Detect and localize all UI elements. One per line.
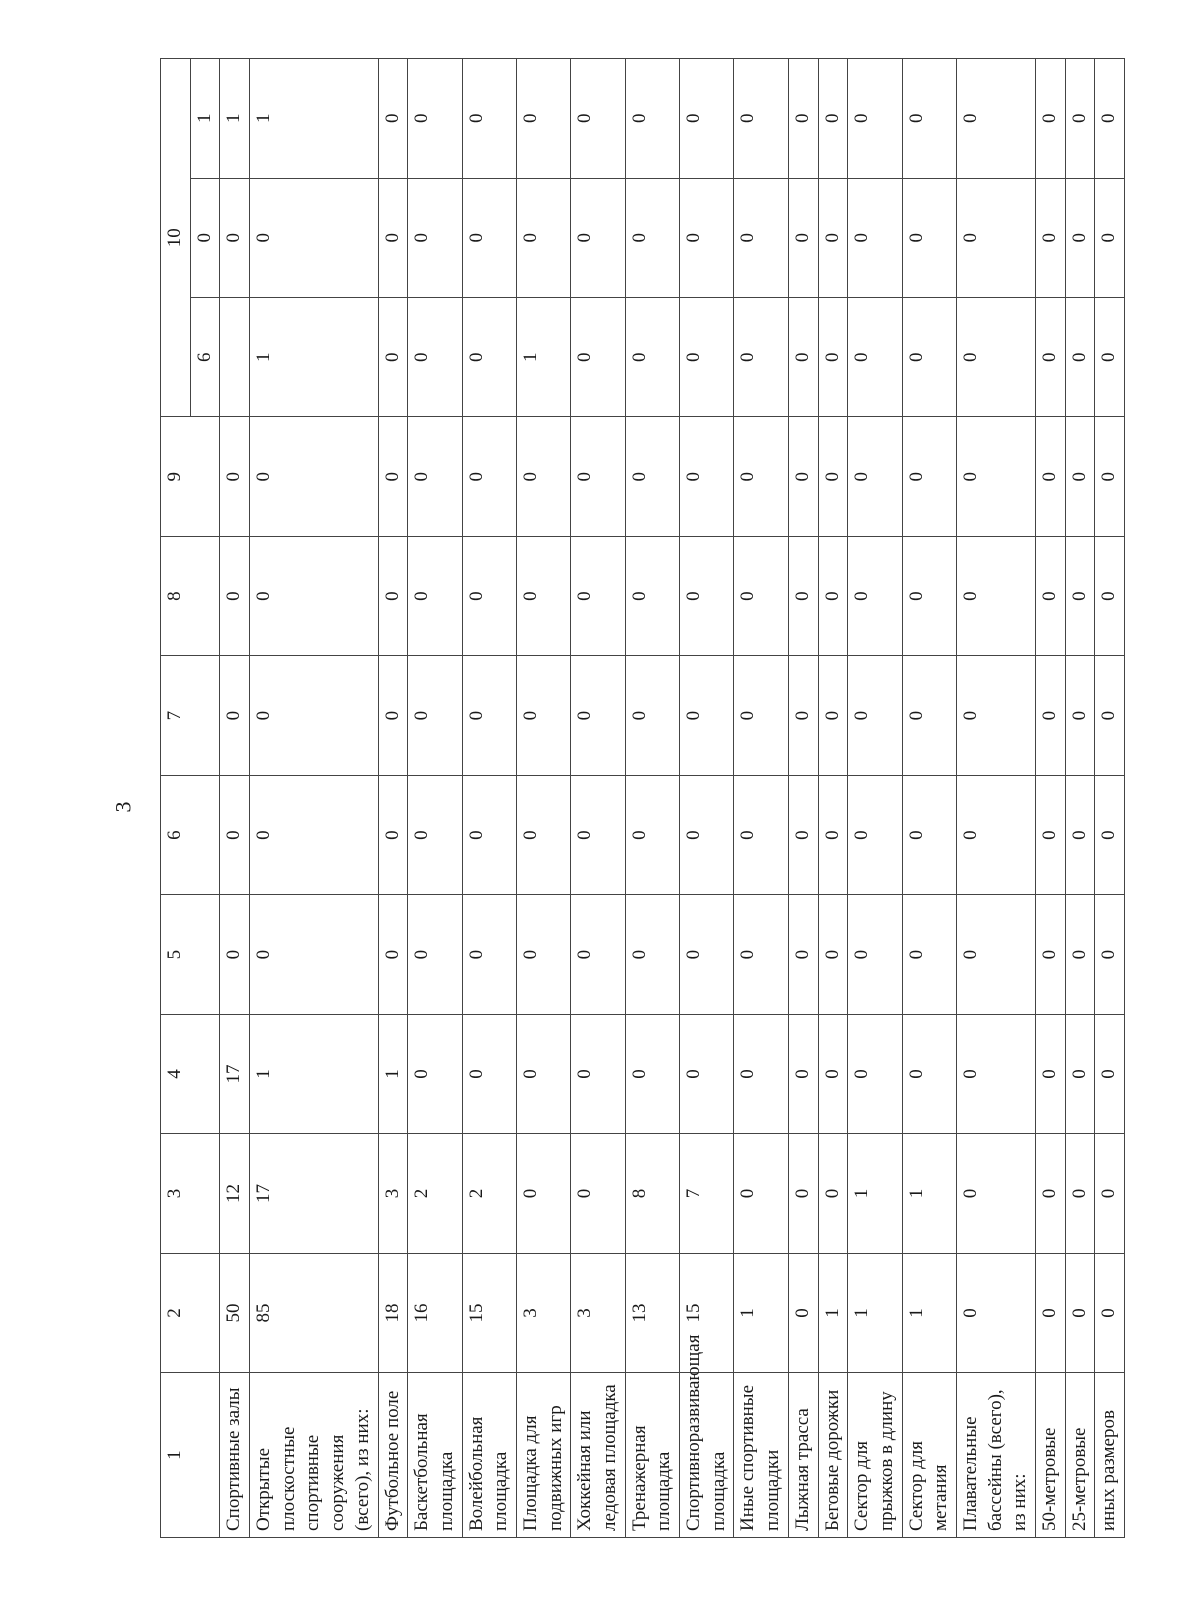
cell-value: 0 bbox=[1065, 1014, 1095, 1133]
cell-value: 0 bbox=[220, 775, 250, 894]
cell-value: 0 bbox=[625, 1014, 679, 1133]
cell-value: 0 bbox=[220, 656, 250, 775]
cell-value: 0 bbox=[818, 775, 848, 894]
cell-value: 0 bbox=[788, 417, 818, 536]
cell-value: 0 bbox=[378, 895, 408, 1014]
cell-value: 0 bbox=[250, 417, 378, 536]
row-label: Открытые плоскостные спортивные сооружения (всего), из них: bbox=[250, 1373, 378, 1538]
cell-value: 0 bbox=[1036, 59, 1066, 179]
cell-value: 0 bbox=[408, 59, 462, 179]
cell-value: 0 bbox=[788, 59, 818, 179]
row-label: Спортивные залы bbox=[220, 1373, 250, 1538]
header-col-2: 2 bbox=[161, 1253, 220, 1372]
cell-value: 0 bbox=[571, 1014, 625, 1133]
cell-value: 0 bbox=[1095, 895, 1125, 1014]
cell-value: 0 bbox=[516, 59, 570, 179]
cell-value: 0 bbox=[788, 1014, 818, 1133]
cell-value: 0 bbox=[818, 1134, 848, 1253]
cell-value: 0 bbox=[848, 298, 902, 417]
cell-value: 0 bbox=[625, 775, 679, 894]
cell-value: 0 bbox=[408, 895, 462, 1014]
table-row bbox=[625, 59, 679, 1538]
cell-value: 0 bbox=[378, 178, 408, 297]
header-col-5: 5 bbox=[161, 895, 220, 1014]
cell-value: 0 bbox=[625, 656, 679, 775]
cell-value: 0 bbox=[680, 59, 734, 179]
cell-value: 8 bbox=[625, 1134, 679, 1253]
cell-value: 0 bbox=[1036, 536, 1066, 655]
cell-value: 0 bbox=[250, 895, 378, 1014]
cell-value: 0 bbox=[1095, 656, 1125, 775]
cell-value: 0 bbox=[516, 656, 570, 775]
cell-value: 0 bbox=[462, 298, 516, 417]
cell-value: 0 bbox=[734, 1134, 788, 1253]
cell-value: 0 bbox=[902, 298, 956, 417]
cell-value: 0 bbox=[734, 59, 788, 179]
row-label: 50-метровые bbox=[1036, 1373, 1066, 1538]
cell-value: 0 bbox=[571, 417, 625, 536]
cell-value: 0 bbox=[734, 178, 788, 297]
cell-value: 0 bbox=[902, 417, 956, 536]
cell-value: 0 bbox=[818, 417, 848, 536]
cell-value: 0 bbox=[956, 178, 1035, 297]
cell-value: 0 bbox=[1036, 1134, 1066, 1253]
cell-value: 0 bbox=[734, 656, 788, 775]
cell-value: 1 bbox=[220, 59, 250, 179]
cell-value: 0 bbox=[734, 536, 788, 655]
row-label: Лыжная трасса bbox=[788, 1373, 818, 1538]
table-row bbox=[734, 59, 788, 1538]
header-row bbox=[161, 59, 191, 1538]
cell-value: 0 bbox=[462, 59, 516, 179]
cell-value: 0 bbox=[220, 895, 250, 1014]
cell-value: 0 bbox=[788, 895, 818, 1014]
table-row bbox=[902, 59, 956, 1538]
cell-value: 1 bbox=[250, 59, 378, 179]
cell-value: 0 bbox=[516, 1014, 570, 1133]
cell-value: 0 bbox=[625, 59, 679, 179]
cell-value: 0 bbox=[818, 59, 848, 179]
cell-value: 17 bbox=[250, 1134, 378, 1253]
cell-value: 0 bbox=[1036, 775, 1066, 894]
cell-value: 17 bbox=[220, 1014, 250, 1133]
cell-value: 0 bbox=[788, 536, 818, 655]
row-label: Волейбольная площадка bbox=[462, 1373, 516, 1538]
cell-value: 0 bbox=[1065, 656, 1095, 775]
cell-value: 0 bbox=[462, 417, 516, 536]
row-label: Хоккейная или ледовая площадка bbox=[571, 1373, 625, 1538]
cell-value: 0 bbox=[1095, 775, 1125, 894]
cell-value: 1 bbox=[848, 1253, 902, 1372]
table-row bbox=[956, 59, 1035, 1538]
cell-value: 0 bbox=[818, 656, 848, 775]
table-row bbox=[250, 59, 378, 1538]
cell-value: 0 bbox=[902, 1014, 956, 1133]
cell-value: 1 bbox=[818, 1253, 848, 1372]
cell-value bbox=[220, 298, 250, 417]
cell-value: 0 bbox=[378, 656, 408, 775]
cell-value: 0 bbox=[462, 1014, 516, 1133]
cell-value: 0 bbox=[1036, 1014, 1066, 1133]
cell-value: 0 bbox=[625, 417, 679, 536]
header-col-7: 7 bbox=[161, 656, 220, 775]
cell-value: 0 bbox=[818, 536, 848, 655]
cell-value: 0 bbox=[956, 1253, 1035, 1372]
cell-value: 0 bbox=[848, 59, 902, 179]
cell-value: 0 bbox=[1095, 298, 1125, 417]
table-row bbox=[378, 59, 408, 1538]
cell-value: 3 bbox=[516, 1253, 570, 1372]
header-col-1: 1 bbox=[161, 1373, 220, 1538]
table-row bbox=[462, 59, 516, 1538]
cell-value: 0 bbox=[680, 178, 734, 297]
cell-value: 0 bbox=[848, 1014, 902, 1133]
cell-value: 0 bbox=[625, 178, 679, 297]
table-row bbox=[1065, 59, 1095, 1538]
cell-value: 0 bbox=[734, 775, 788, 894]
cell-value: 0 bbox=[788, 1134, 818, 1253]
cell-value: 0 bbox=[571, 656, 625, 775]
cell-value: 2 bbox=[408, 1134, 462, 1253]
cell-value: 0 bbox=[1095, 1014, 1125, 1133]
cell-value: 0 bbox=[788, 775, 818, 894]
cell-value: 0 bbox=[1036, 895, 1066, 1014]
cell-value: 0 bbox=[408, 1014, 462, 1133]
cell-value: 0 bbox=[1036, 656, 1066, 775]
cell-value: 0 bbox=[408, 536, 462, 655]
cell-value: 0 bbox=[1036, 298, 1066, 417]
cell-value: 0 bbox=[1065, 536, 1095, 655]
cell-value: 0 bbox=[902, 536, 956, 655]
cell-value: 0 bbox=[818, 298, 848, 417]
table-row bbox=[848, 59, 902, 1538]
table-row bbox=[818, 59, 848, 1538]
cell-value: 0 bbox=[250, 536, 378, 655]
table-row bbox=[680, 59, 734, 1538]
cell-value: 0 bbox=[250, 775, 378, 894]
cell-value: 3 bbox=[378, 1134, 408, 1253]
table-row bbox=[788, 59, 818, 1538]
cell-value: 0 bbox=[956, 775, 1035, 894]
cell-value: 0 bbox=[848, 178, 902, 297]
cell-value: 1 bbox=[902, 1253, 956, 1372]
cell-value: 0 bbox=[378, 298, 408, 417]
cell-value: 1 bbox=[848, 1134, 902, 1253]
cell-value: 0 bbox=[848, 656, 902, 775]
cell-value: 12 bbox=[220, 1134, 250, 1253]
table-body bbox=[220, 59, 1125, 1538]
cell-value: 0 bbox=[818, 178, 848, 297]
cell-value: 0 bbox=[1065, 1134, 1095, 1253]
cell-value: 0 bbox=[680, 417, 734, 536]
cell-value: 0 bbox=[680, 895, 734, 1014]
cell-value: 85 bbox=[250, 1253, 378, 1372]
cell-value: 1 bbox=[250, 298, 378, 417]
cell-value: 0 bbox=[1095, 417, 1125, 536]
cell-value: 0 bbox=[408, 298, 462, 417]
cell-value: 13 bbox=[625, 1253, 679, 1372]
cell-value: 50 bbox=[220, 1253, 250, 1372]
cell-value: 0 bbox=[680, 298, 734, 417]
cell-value: 0 bbox=[1065, 298, 1095, 417]
cell-value: 0 bbox=[571, 1134, 625, 1253]
cell-value: 0 bbox=[250, 656, 378, 775]
cell-value: 0 bbox=[902, 178, 956, 297]
row-label: 25-метровые bbox=[1065, 1373, 1095, 1538]
cell-value: 0 bbox=[408, 775, 462, 894]
cell-value: 0 bbox=[571, 895, 625, 1014]
cell-value: 0 bbox=[1036, 1253, 1066, 1372]
cell-value: 0 bbox=[1095, 178, 1125, 297]
cell-value: 0 bbox=[818, 1014, 848, 1133]
cell-value: 0 bbox=[734, 895, 788, 1014]
header-col-8: 8 bbox=[161, 536, 220, 655]
row-label: Сектор для прыжков в длину bbox=[848, 1373, 902, 1538]
cell-value: 0 bbox=[1065, 775, 1095, 894]
cell-value: 0 bbox=[462, 895, 516, 1014]
header-sub-1: 6 bbox=[190, 298, 220, 417]
cell-value: 0 bbox=[625, 895, 679, 1014]
cell-value: 0 bbox=[516, 1134, 570, 1253]
table-row bbox=[1095, 59, 1125, 1538]
cell-value: 0 bbox=[378, 775, 408, 894]
row-label: Футбольное поле bbox=[378, 1373, 408, 1538]
cell-value: 0 bbox=[788, 178, 818, 297]
cell-value: 1 bbox=[378, 1014, 408, 1133]
row-label: Площадка для подвижных игр bbox=[516, 1373, 570, 1538]
cell-value: 0 bbox=[956, 59, 1035, 179]
cell-value: 0 bbox=[220, 178, 250, 297]
cell-value: 0 bbox=[516, 417, 570, 536]
cell-value: 0 bbox=[848, 895, 902, 1014]
cell-value: 0 bbox=[788, 656, 818, 775]
cell-value: 7 bbox=[680, 1134, 734, 1253]
row-label: Спортивноразвивающая площадка bbox=[680, 1373, 734, 1538]
sports-facilities-table-container bbox=[160, 58, 1120, 1538]
cell-value: 0 bbox=[1095, 536, 1125, 655]
cell-value: 0 bbox=[462, 536, 516, 655]
cell-value: 16 bbox=[408, 1253, 462, 1372]
page-number: 3 bbox=[110, 801, 136, 813]
sports-facilities-table bbox=[160, 58, 1125, 1538]
header-col-9: 9 bbox=[161, 417, 220, 536]
table-row bbox=[408, 59, 462, 1538]
row-label: иных размеров bbox=[1095, 1373, 1125, 1538]
cell-value: 0 bbox=[1065, 417, 1095, 536]
cell-value: 0 bbox=[848, 775, 902, 894]
table-row bbox=[1036, 59, 1066, 1538]
cell-value: 0 bbox=[1036, 178, 1066, 297]
cell-value: 0 bbox=[625, 298, 679, 417]
cell-value: 0 bbox=[462, 656, 516, 775]
cell-value: 0 bbox=[902, 59, 956, 179]
cell-value: 0 bbox=[734, 298, 788, 417]
rotated-table bbox=[160, 58, 1120, 1538]
cell-value: 0 bbox=[680, 1014, 734, 1133]
cell-value: 0 bbox=[1065, 1253, 1095, 1372]
header-group-10: 10 bbox=[161, 59, 191, 417]
cell-value: 0 bbox=[378, 59, 408, 179]
cell-value: 1 bbox=[516, 298, 570, 417]
cell-value: 0 bbox=[571, 59, 625, 179]
cell-value: 15 bbox=[680, 1253, 734, 1372]
cell-value: 0 bbox=[956, 656, 1035, 775]
cell-value: 0 bbox=[516, 775, 570, 894]
cell-value: 0 bbox=[818, 895, 848, 1014]
cell-value: 0 bbox=[680, 775, 734, 894]
cell-value: 0 bbox=[250, 178, 378, 297]
cell-value: 0 bbox=[516, 178, 570, 297]
cell-value: 0 bbox=[571, 298, 625, 417]
cell-value: 1 bbox=[250, 1014, 378, 1133]
cell-value: 0 bbox=[462, 178, 516, 297]
cell-value: 0 bbox=[408, 417, 462, 536]
cell-value: 0 bbox=[734, 417, 788, 536]
cell-value: 0 bbox=[1095, 1134, 1125, 1253]
cell-value: 0 bbox=[462, 775, 516, 894]
cell-value: 0 bbox=[516, 536, 570, 655]
cell-value: 0 bbox=[956, 1014, 1035, 1133]
cell-value: 0 bbox=[378, 536, 408, 655]
cell-value: 0 bbox=[516, 895, 570, 1014]
cell-value: 0 bbox=[902, 775, 956, 894]
cell-value: 3 bbox=[571, 1253, 625, 1372]
cell-value: 0 bbox=[571, 536, 625, 655]
table-row bbox=[571, 59, 625, 1538]
cell-value: 0 bbox=[848, 417, 902, 536]
cell-value: 0 bbox=[1095, 1253, 1125, 1372]
cell-value: 0 bbox=[788, 298, 818, 417]
cell-value: 0 bbox=[1065, 895, 1095, 1014]
row-label: Плавательные бассейны (всего), из них: bbox=[956, 1373, 1035, 1538]
cell-value: 0 bbox=[902, 656, 956, 775]
row-label: Баскетбольная площадка bbox=[408, 1373, 462, 1538]
cell-value: 0 bbox=[956, 298, 1035, 417]
header-sub-2: 0 bbox=[190, 178, 220, 297]
cell-value: 0 bbox=[956, 536, 1035, 655]
header-sub-3: 1 bbox=[190, 59, 220, 179]
cell-value: 0 bbox=[408, 656, 462, 775]
cell-value: 0 bbox=[788, 1253, 818, 1372]
cell-value: 0 bbox=[1095, 59, 1125, 179]
cell-value: 1 bbox=[734, 1253, 788, 1372]
row-label: Сектор для метания bbox=[902, 1373, 956, 1538]
cell-value: 15 bbox=[462, 1253, 516, 1372]
cell-value: 0 bbox=[1036, 417, 1066, 536]
cell-value: 0 bbox=[571, 178, 625, 297]
table-row bbox=[220, 59, 250, 1538]
cell-value: 0 bbox=[680, 656, 734, 775]
cell-value: 0 bbox=[378, 417, 408, 536]
header-col-3: 3 bbox=[161, 1134, 220, 1253]
cell-value: 0 bbox=[625, 536, 679, 655]
cell-value: 0 bbox=[956, 895, 1035, 1014]
cell-value: 0 bbox=[1065, 59, 1095, 179]
table-row bbox=[516, 59, 570, 1538]
cell-value: 0 bbox=[408, 178, 462, 297]
cell-value: 1 bbox=[902, 1134, 956, 1253]
cell-value: 0 bbox=[220, 536, 250, 655]
row-label: Иные спортивные площадки bbox=[734, 1373, 788, 1538]
cell-value: 0 bbox=[848, 536, 902, 655]
cell-value: 0 bbox=[571, 775, 625, 894]
cell-value: 0 bbox=[956, 417, 1035, 536]
cell-value: 18 bbox=[378, 1253, 408, 1372]
cell-value: 2 bbox=[462, 1134, 516, 1253]
header-col-4: 4 bbox=[161, 1014, 220, 1133]
row-label: Беговые дорожки bbox=[818, 1373, 848, 1538]
cell-value: 0 bbox=[1065, 178, 1095, 297]
cell-value: 0 bbox=[220, 417, 250, 536]
cell-value: 0 bbox=[956, 1134, 1035, 1253]
row-label: Тренажерная площадка bbox=[625, 1373, 679, 1538]
cell-value: 0 bbox=[680, 536, 734, 655]
cell-value: 0 bbox=[902, 895, 956, 1014]
header-col-6: 6 bbox=[161, 775, 220, 894]
cell-value: 0 bbox=[734, 1014, 788, 1133]
